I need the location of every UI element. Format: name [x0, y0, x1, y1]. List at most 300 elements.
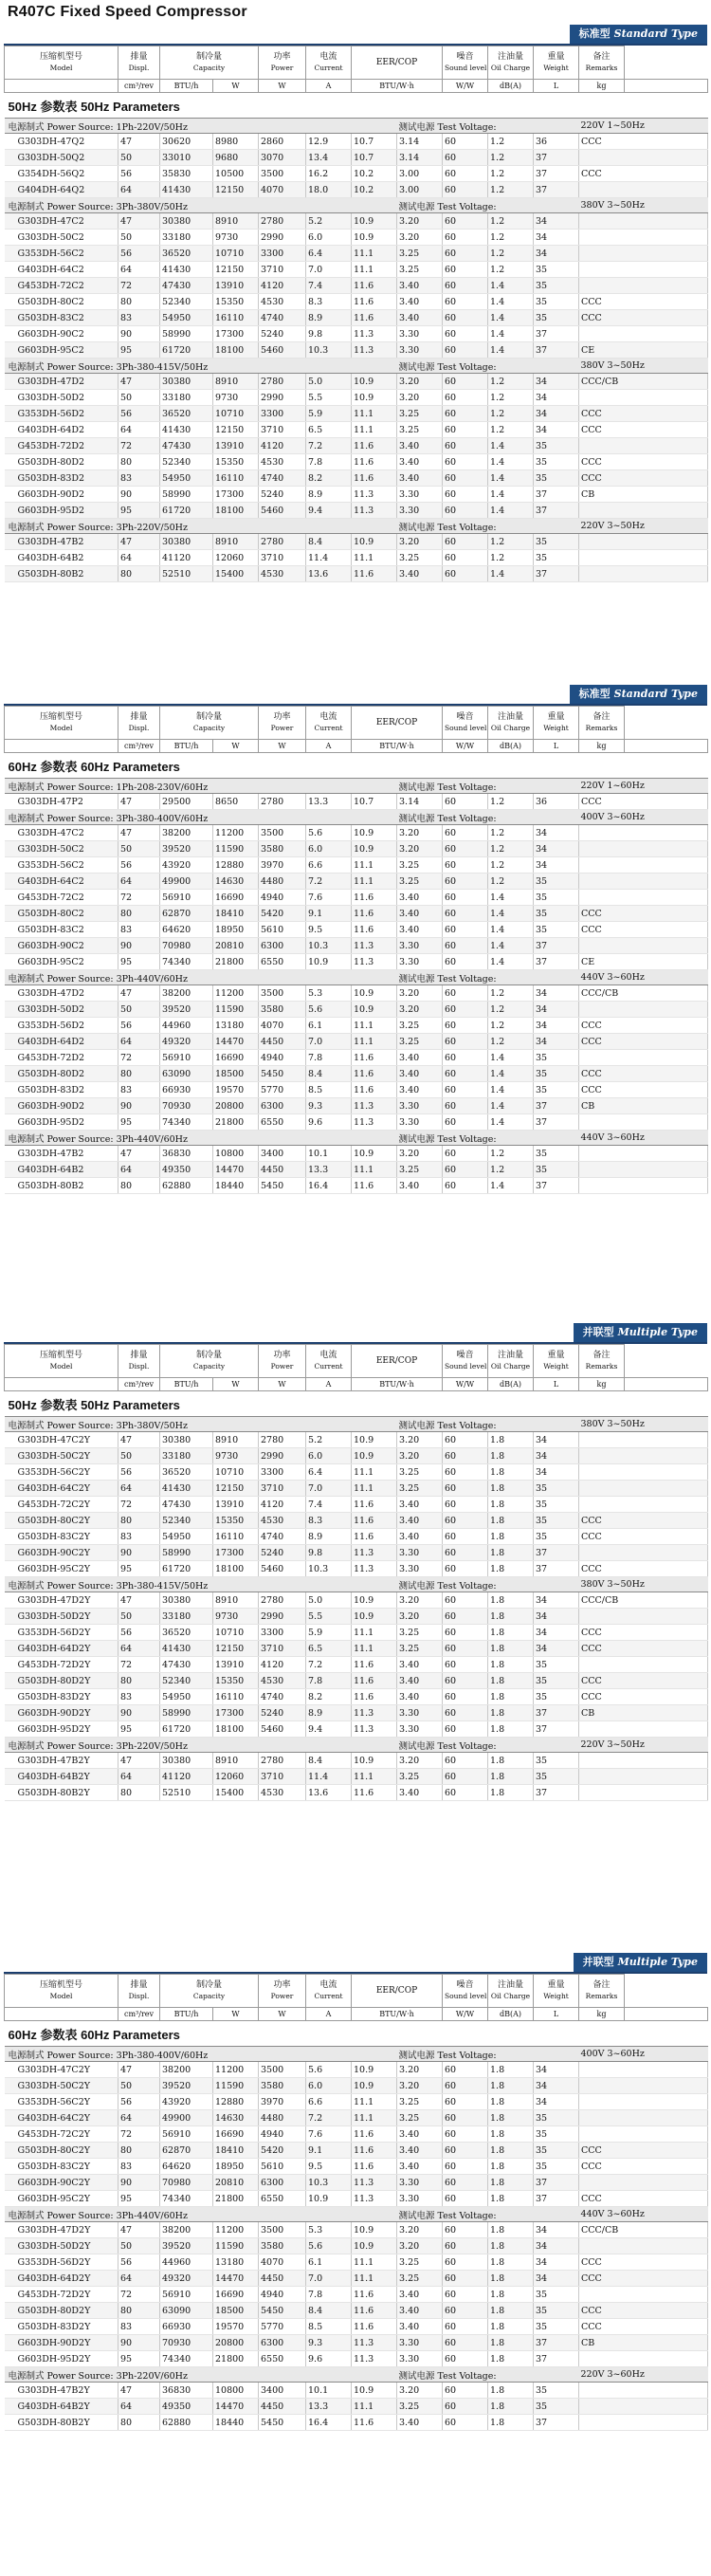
cell-eer: 11.3 [352, 2351, 397, 2367]
cell-current: 9.4 [306, 1721, 352, 1738]
power-source-row [5, 1417, 708, 1432]
cell-capacity-w: 18440 [213, 1178, 259, 1194]
header-remarks-en: Remarks [585, 724, 618, 732]
cell-capacity-w: 11590 [213, 841, 259, 857]
cell-capacity-w: 19570 [213, 1082, 259, 1098]
cell-capacity-w: 12060 [213, 1769, 259, 1785]
cell-capacity-btu: 62880 [160, 2415, 213, 2431]
test-voltage: 380V 3~50Hz [579, 1417, 708, 1432]
cell-capacity-btu: 62870 [160, 2143, 213, 2159]
cell-sound: 60 [443, 2254, 488, 2271]
cell-oil: 1.2 [488, 374, 534, 390]
header-displ [118, 1345, 160, 1378]
cell-remarks: CCC [579, 922, 708, 938]
cell-displ: 64 [118, 550, 160, 566]
section-title: 50Hz 参数表 50Hz Parameters [8, 99, 180, 114]
cell-weight: 34 [534, 2238, 579, 2254]
header-displ-cn: 排量 [130, 712, 148, 722]
cell-oil: 1.2 [488, 1002, 534, 1018]
cell-model: G603DH-90C2 [5, 938, 118, 954]
cell-current: 7.8 [306, 1673, 352, 1689]
cell-cop: 3.25 [397, 422, 443, 438]
cell-weight: 34 [534, 1464, 579, 1481]
cell-displ: 50 [118, 150, 160, 166]
unit-cell: dB(A) [488, 1378, 534, 1391]
cell-eer: 10.7 [352, 150, 397, 166]
type-tag-en: Standard Type [613, 28, 698, 40]
unit-cell: BTU/W·h [352, 740, 443, 753]
table-row [5, 374, 708, 390]
power-source: 电源制式 Power Source: 3Ph-380V/50Hz [5, 1417, 397, 1432]
test-voltage: 220V 1~50Hz [579, 119, 708, 134]
cell-displ: 83 [118, 922, 160, 938]
cell-cop: 3.30 [397, 2175, 443, 2191]
cell-remarks [579, 390, 708, 406]
cell-weight: 35 [534, 2399, 579, 2415]
cell-power: 2780 [259, 213, 306, 230]
cell-sound: 60 [443, 406, 488, 422]
cell-cop: 3.40 [397, 2303, 443, 2319]
cell-power: 5450 [259, 2415, 306, 2431]
cell-remarks [579, 1753, 708, 1769]
cell-sound: 60 [443, 342, 488, 359]
header-model-cn: 压缩机型号 [39, 1351, 82, 1360]
cell-cop: 3.40 [397, 2319, 443, 2335]
table-row [5, 230, 708, 246]
type-tag-cn: 并联型 [582, 1326, 614, 1338]
cell-eer: 11.6 [352, 310, 397, 326]
table-row [5, 2175, 708, 2191]
cell-capacity-btu: 30380 [160, 1432, 213, 1448]
cell-cop: 3.40 [397, 1082, 443, 1098]
header-weight [534, 707, 579, 740]
cell-power: 4940 [259, 2287, 306, 2303]
power-source: 电源制式 Power Source: 3Ph-380-400V/60Hz [5, 810, 397, 825]
cell-eer: 11.6 [352, 2415, 397, 2431]
table-row [5, 390, 708, 406]
header-power [259, 1975, 306, 2008]
cell-model: G503DH-80B2 [5, 566, 118, 582]
cell-weight: 34 [534, 2222, 579, 2238]
cell-eer: 11.3 [352, 1545, 397, 1561]
unit-cell: W [213, 1378, 259, 1391]
cell-displ: 95 [118, 2191, 160, 2207]
cell-eer: 11.6 [352, 454, 397, 470]
power-source: 电源制式 Power Source: 3Ph-380-415V/50Hz [5, 359, 397, 374]
header-weight-en: Weight [543, 1362, 569, 1371]
cell-power: 6550 [259, 1114, 306, 1131]
cell-eer: 10.9 [352, 1448, 397, 1464]
cell-remarks: CCC/CB [579, 2222, 708, 2238]
cell-remarks: CCC [579, 2319, 708, 2335]
cell-eer: 10.9 [352, 1609, 397, 1625]
cell-current: 7.2 [306, 1657, 352, 1673]
cell-current: 9.5 [306, 922, 352, 938]
header-displ-cn: 排量 [130, 1351, 148, 1360]
cell-power: 4530 [259, 1513, 306, 1529]
table-row [5, 2254, 708, 2271]
cell-power: 2990 [259, 1448, 306, 1464]
cell-displ: 90 [118, 487, 160, 503]
cell-current: 9.8 [306, 1545, 352, 1561]
cell-sound: 60 [443, 1753, 488, 1769]
cell-weight: 37 [534, 1561, 579, 1577]
cell-oil: 1.8 [488, 2175, 534, 2191]
cell-sound: 60 [443, 2238, 488, 2254]
cell-eer: 11.6 [352, 470, 397, 487]
cell-capacity-w: 17300 [213, 1545, 259, 1561]
cell-sound: 60 [443, 422, 488, 438]
cell-oil: 1.8 [488, 2399, 534, 2415]
cell-sound: 60 [443, 1769, 488, 1785]
cell-sound: 60 [443, 326, 488, 342]
power-source-row [5, 359, 708, 374]
cell-sound: 60 [443, 278, 488, 294]
cell-weight: 37 [534, 166, 579, 182]
type-tag-cn: 标准型 [578, 28, 611, 40]
cell-capacity-btu: 52340 [160, 1673, 213, 1689]
cell-oil: 1.2 [488, 406, 534, 422]
cell-sound: 60 [443, 2335, 488, 2351]
cell-power: 4450 [259, 2271, 306, 2287]
cell-capacity-btu: 38200 [160, 2062, 213, 2078]
unit-cell: W [213, 740, 259, 753]
unit-cell: cm³/rev [118, 1378, 160, 1391]
cell-model: G603DH-90D2Y [5, 1705, 118, 1721]
cell-cop: 3.20 [397, 1432, 443, 1448]
table-row [5, 906, 708, 922]
cell-power: 5460 [259, 1561, 306, 1577]
unit-cell: BTU/W·h [352, 80, 443, 93]
spec-block [4, 1321, 707, 1801]
cell-oil: 1.8 [488, 2335, 534, 2351]
cell-displ: 47 [118, 825, 160, 841]
cell-model: G303DH-50D2Y [5, 1609, 118, 1625]
table-row [5, 1561, 708, 1577]
unit-cell: W [259, 80, 306, 93]
cell-capacity-w: 15400 [213, 566, 259, 582]
cell-cop: 3.30 [397, 326, 443, 342]
cell-oil: 1.2 [488, 1162, 534, 1178]
cell-model: G353DH-56C2Y [5, 1464, 118, 1481]
cell-eer: 11.6 [352, 566, 397, 582]
cell-model: G603DH-95D2 [5, 1114, 118, 1131]
cell-sound: 60 [443, 1448, 488, 1464]
cell-current: 10.3 [306, 938, 352, 954]
cell-power: 5240 [259, 1705, 306, 1721]
cell-capacity-w: 14630 [213, 874, 259, 890]
table-row [5, 1657, 708, 1673]
cell-oil: 1.2 [488, 794, 534, 810]
cell-eer: 11.3 [352, 1705, 397, 1721]
power-source: 电源制式 Power Source: 3Ph-380-400V/60Hz [5, 2047, 397, 2062]
cell-remarks: CB [579, 1098, 708, 1114]
cell-eer: 10.2 [352, 166, 397, 182]
cell-displ: 56 [118, 406, 160, 422]
cell-capacity-w: 16690 [213, 2287, 259, 2303]
table-row [5, 890, 708, 906]
cell-current: 5.6 [306, 825, 352, 841]
cell-oil: 1.4 [488, 487, 534, 503]
cell-displ: 47 [118, 534, 160, 550]
cell-capacity-btu: 41430 [160, 1641, 213, 1657]
cell-current: 7.8 [306, 2287, 352, 2303]
cell-weight: 34 [534, 985, 579, 1002]
spec-table [4, 706, 708, 1194]
header-row [5, 1345, 708, 1378]
cell-remarks: CE [579, 954, 708, 970]
cell-oil: 1.8 [488, 2222, 534, 2238]
cell-oil: 1.2 [488, 246, 534, 262]
cell-oil: 1.8 [488, 1529, 534, 1545]
cell-power: 5450 [259, 2303, 306, 2319]
cell-power: 4530 [259, 454, 306, 470]
cell-remarks [579, 2078, 708, 2094]
cell-displ: 72 [118, 2287, 160, 2303]
cell-model: G603DH-90C2Y [5, 1545, 118, 1561]
cell-sound: 60 [443, 230, 488, 246]
cell-sound: 60 [443, 2062, 488, 2078]
cell-weight: 37 [534, 1705, 579, 1721]
cell-capacity-btu: 61720 [160, 342, 213, 359]
cell-model: G453DH-72C2Y [5, 2126, 118, 2143]
cell-eer: 11.1 [352, 406, 397, 422]
cell-power: 5770 [259, 2319, 306, 2335]
cell-displ: 90 [118, 1705, 160, 1721]
cell-cop: 3.25 [397, 2399, 443, 2415]
cell-sound: 60 [443, 906, 488, 922]
cell-cop: 3.25 [397, 262, 443, 278]
cell-capacity-w: 8910 [213, 1753, 259, 1769]
cell-model: G503DH-83D2 [5, 1082, 118, 1098]
table-row [5, 326, 708, 342]
unit-cell: W [259, 740, 306, 753]
cell-cop: 3.20 [397, 230, 443, 246]
header-displ-en: Displ. [128, 1362, 150, 1371]
cell-current: 10.3 [306, 342, 352, 359]
cell-remarks [579, 2238, 708, 2254]
cell-current: 13.3 [306, 2399, 352, 2415]
cell-displ: 72 [118, 1497, 160, 1513]
cell-capacity-btu: 70930 [160, 2335, 213, 2351]
cell-cop: 3.25 [397, 406, 443, 422]
cell-capacity-w: 13910 [213, 1497, 259, 1513]
cell-remarks: CCC [579, 2191, 708, 2207]
cell-current: 8.2 [306, 470, 352, 487]
cell-capacity-btu: 56910 [160, 1050, 213, 1066]
cell-power: 6550 [259, 954, 306, 970]
cell-eer: 10.2 [352, 182, 397, 198]
table-row [5, 1769, 708, 1785]
cell-weight: 35 [534, 1753, 579, 1769]
cell-sound: 60 [443, 390, 488, 406]
cell-oil: 1.4 [488, 1098, 534, 1114]
cell-power: 2990 [259, 390, 306, 406]
cell-displ: 80 [118, 1066, 160, 1082]
cell-current: 8.3 [306, 294, 352, 310]
cell-current: 9.6 [306, 2351, 352, 2367]
cell-cop: 3.25 [397, 550, 443, 566]
header-weight [534, 46, 579, 80]
cell-cop: 3.20 [397, 2383, 443, 2399]
cell-current: 5.0 [306, 1592, 352, 1609]
cell-current: 10.9 [306, 954, 352, 970]
cell-remarks [579, 1162, 708, 1178]
cell-oil: 1.4 [488, 438, 534, 454]
unit-cell [5, 740, 118, 753]
cell-model: G453DH-72D2 [5, 1050, 118, 1066]
test-voltage-label: 测试电源 Test Voltage: [397, 1738, 579, 1753]
cell-oil: 1.2 [488, 534, 534, 550]
cell-eer: 11.1 [352, 2110, 397, 2126]
cell-weight: 35 [534, 470, 579, 487]
header-current-en: Current [314, 1992, 343, 2000]
cell-oil: 1.8 [488, 1753, 534, 1769]
table-row [5, 1641, 708, 1657]
cell-remarks [579, 1785, 708, 1801]
cell-capacity-btu: 33180 [160, 1448, 213, 1464]
header-current [306, 1345, 352, 1378]
header-model-cn: 压缩机型号 [39, 712, 82, 722]
cell-power: 3710 [259, 550, 306, 566]
cell-oil: 1.8 [488, 1609, 534, 1625]
header-current-en: Current [314, 64, 343, 72]
cell-capacity-btu: 39520 [160, 2078, 213, 2094]
cell-eer: 10.9 [352, 534, 397, 550]
cell-model: G303DH-47B2Y [5, 2383, 118, 2399]
table-row [5, 2062, 708, 2078]
cell-displ: 95 [118, 1721, 160, 1738]
table-row [5, 470, 708, 487]
table-row [5, 1673, 708, 1689]
cell-capacity-w: 16690 [213, 2126, 259, 2143]
cell-oil: 1.8 [488, 1497, 534, 1513]
cell-sound: 60 [443, 310, 488, 326]
cell-cop: 3.20 [397, 2078, 443, 2094]
cell-sound: 60 [443, 2110, 488, 2126]
cell-remarks [579, 1657, 708, 1673]
cell-model: G403DH-64D2 [5, 422, 118, 438]
unit-cell: L [534, 80, 579, 93]
cell-sound: 60 [443, 454, 488, 470]
cell-cop: 3.30 [397, 2335, 443, 2351]
cell-oil: 1.8 [488, 1641, 534, 1657]
table-row [5, 1529, 708, 1545]
section-title: 60Hz 参数表 60Hz Parameters [8, 759, 180, 774]
table-row [5, 2383, 708, 2399]
cell-remarks [579, 503, 708, 519]
cell-sound: 60 [443, 1050, 488, 1066]
cell-eer: 11.1 [352, 2254, 397, 2271]
cell-sound: 60 [443, 1066, 488, 1082]
cell-oil: 1.2 [488, 550, 534, 566]
cell-displ: 80 [118, 2303, 160, 2319]
cell-remarks: CCC [579, 454, 708, 470]
cell-model: G503DH-80D2 [5, 1066, 118, 1082]
cell-displ: 47 [118, 794, 160, 810]
cell-oil: 1.4 [488, 1114, 534, 1131]
cell-power: 3300 [259, 406, 306, 422]
cell-oil: 1.4 [488, 1178, 534, 1194]
test-voltage: 220V 3~60Hz [579, 2367, 708, 2383]
cell-model: G503DH-83C2 [5, 310, 118, 326]
cell-eer: 11.3 [352, 1114, 397, 1131]
cell-capacity-btu: 33010 [160, 150, 213, 166]
cell-power: 2780 [259, 1432, 306, 1448]
header-power [259, 707, 306, 740]
header-sound [443, 707, 488, 740]
cell-cop: 3.20 [397, 213, 443, 230]
section-title-row [5, 1391, 708, 1417]
cell-oil: 1.8 [488, 1785, 534, 1801]
cell-remarks: CCC [579, 2143, 708, 2159]
header-oil-cn: 注油量 [497, 1351, 523, 1360]
table-row [5, 534, 708, 550]
cell-power: 6550 [259, 2351, 306, 2367]
cell-power: 4740 [259, 310, 306, 326]
cell-current: 8.4 [306, 2303, 352, 2319]
cell-displ: 64 [118, 182, 160, 198]
cell-current: 6.0 [306, 841, 352, 857]
cell-weight: 35 [534, 2159, 579, 2175]
cell-weight: 34 [534, 246, 579, 262]
cell-remarks: CCC [579, 422, 708, 438]
header-eer-cn: EER/COP [375, 1985, 418, 1996]
power-source-row [5, 970, 708, 985]
cell-displ: 47 [118, 985, 160, 1002]
cell-current: 8.5 [306, 2319, 352, 2335]
units-row [5, 2008, 708, 2021]
cell-weight: 34 [534, 2078, 579, 2094]
cell-remarks: CCC [579, 1018, 708, 1034]
cell-power: 5240 [259, 1545, 306, 1561]
header-capacity [160, 1345, 259, 1378]
cell-model: G303DH-47D2 [5, 985, 118, 1002]
cell-oil: 1.2 [488, 841, 534, 857]
cell-model: G353DH-56D2 [5, 1018, 118, 1034]
cell-cop: 3.25 [397, 2271, 443, 2287]
table-row [5, 422, 708, 438]
header-weight-cn: 重量 [547, 1980, 565, 1990]
cell-eer: 10.9 [352, 213, 397, 230]
header-oil [488, 1975, 534, 2008]
cell-eer: 10.9 [352, 1002, 397, 1018]
cell-eer: 10.7 [352, 794, 397, 810]
cell-model: G453DH-72D2Y [5, 1657, 118, 1673]
cell-model: G303DH-50C2Y [5, 1448, 118, 1464]
cell-oil: 1.8 [488, 2062, 534, 2078]
unit-cell [5, 1378, 118, 1391]
section-title: 60Hz 参数表 60Hz Parameters [8, 2027, 180, 2042]
cell-power: 2860 [259, 134, 306, 150]
cell-eer: 11.6 [352, 1657, 397, 1673]
header-weight [534, 1975, 579, 2008]
cell-sound: 60 [443, 470, 488, 487]
cell-capacity-w: 11200 [213, 2222, 259, 2238]
cell-weight: 37 [534, 487, 579, 503]
cell-capacity-w: 13910 [213, 278, 259, 294]
cell-capacity-w: 18410 [213, 2143, 259, 2159]
cell-sound: 60 [443, 2399, 488, 2415]
power-source-row [5, 810, 708, 825]
header-model [5, 1975, 118, 2008]
unit-cell: W/W [443, 1378, 488, 1391]
cell-weight: 34 [534, 857, 579, 874]
spec-block [4, 683, 707, 1194]
cell-remarks: CB [579, 2335, 708, 2351]
cell-oil: 1.4 [488, 326, 534, 342]
cell-remarks: CCC [579, 1066, 708, 1082]
